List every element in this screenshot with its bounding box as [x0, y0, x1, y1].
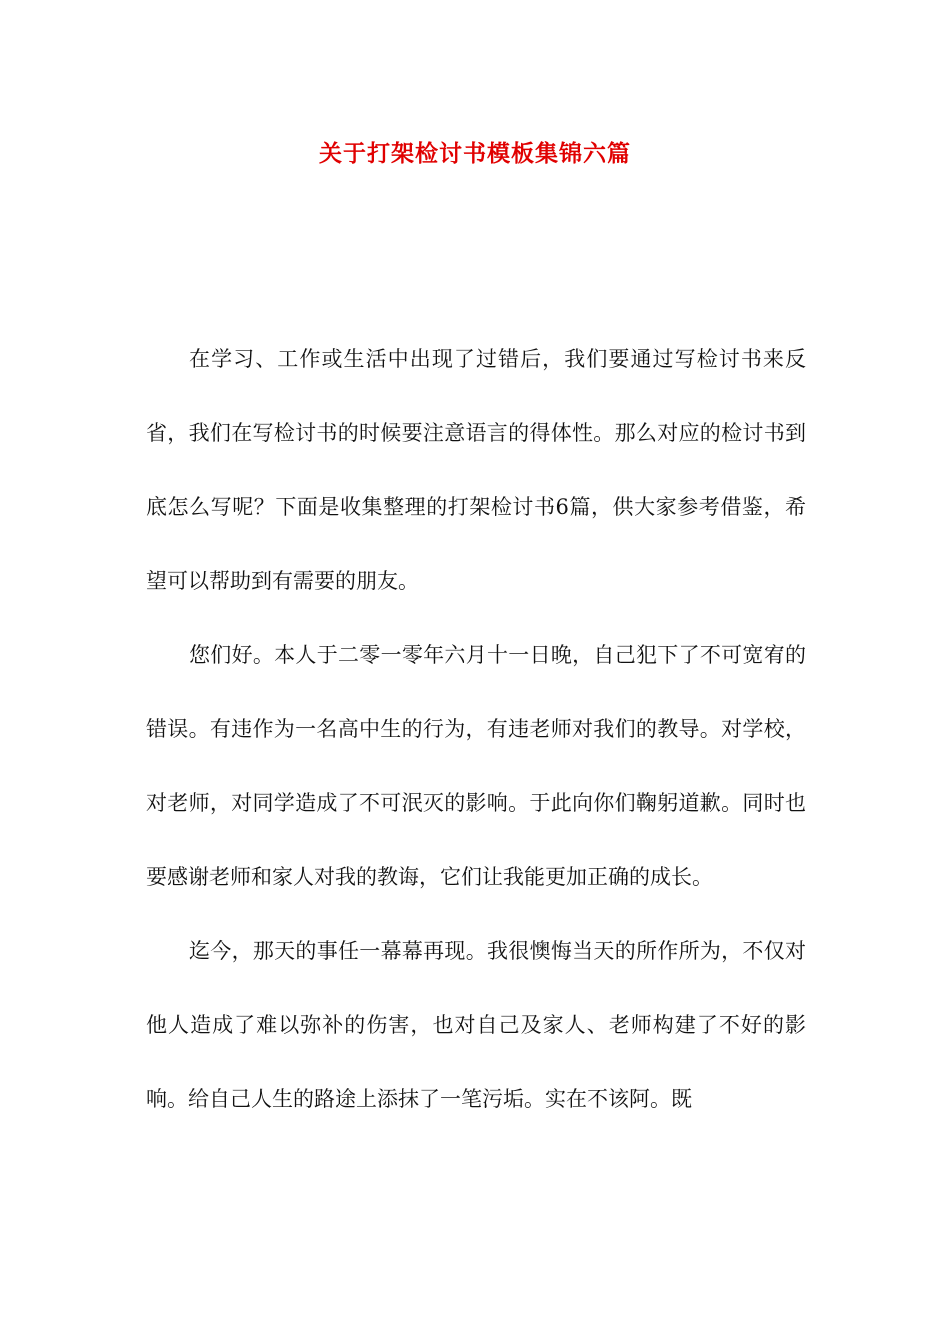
paragraph-intro: 在学习、工作或生活中出现了过错后，我们要通过写检讨书来反省，我们在写检讨书的时候要注意语言的得体性。那么对应的检讨书到底怎么写呢？下面是收集整理的打架检讨书6篇，供大家参考借鉴，希望可以帮助到有需要的朋友。 [146, 347, 806, 593]
document-title: 关于打架检讨书模板集锦六篇 [319, 141, 631, 167]
paragraph-reflection: 迄今，那天的事任一幕幕再现。我很懊悔当天的所作所为，不仅对他人造成了难以弥补的伤害，也对自己及家人、老师构建了不好的影响。给自己人生的路途上添抹了一笔污垢。实在不该阿。既 [146, 939, 806, 1111]
paragraph-apology: 您们好。本人于二零一零年六月十一日晚，自己犯下了不可宽宥的错误。有违作为一名高中生的行为，有违老师对我们的教导。对学校，对老师，对同学造成了不可泯灭的影响。于此向你们鞠躬道歉。同时也要感谢老师和家人对我的教诲，它们让我能更加正确的成长。 [146, 643, 806, 889]
document-body [146, 322, 806, 1136]
